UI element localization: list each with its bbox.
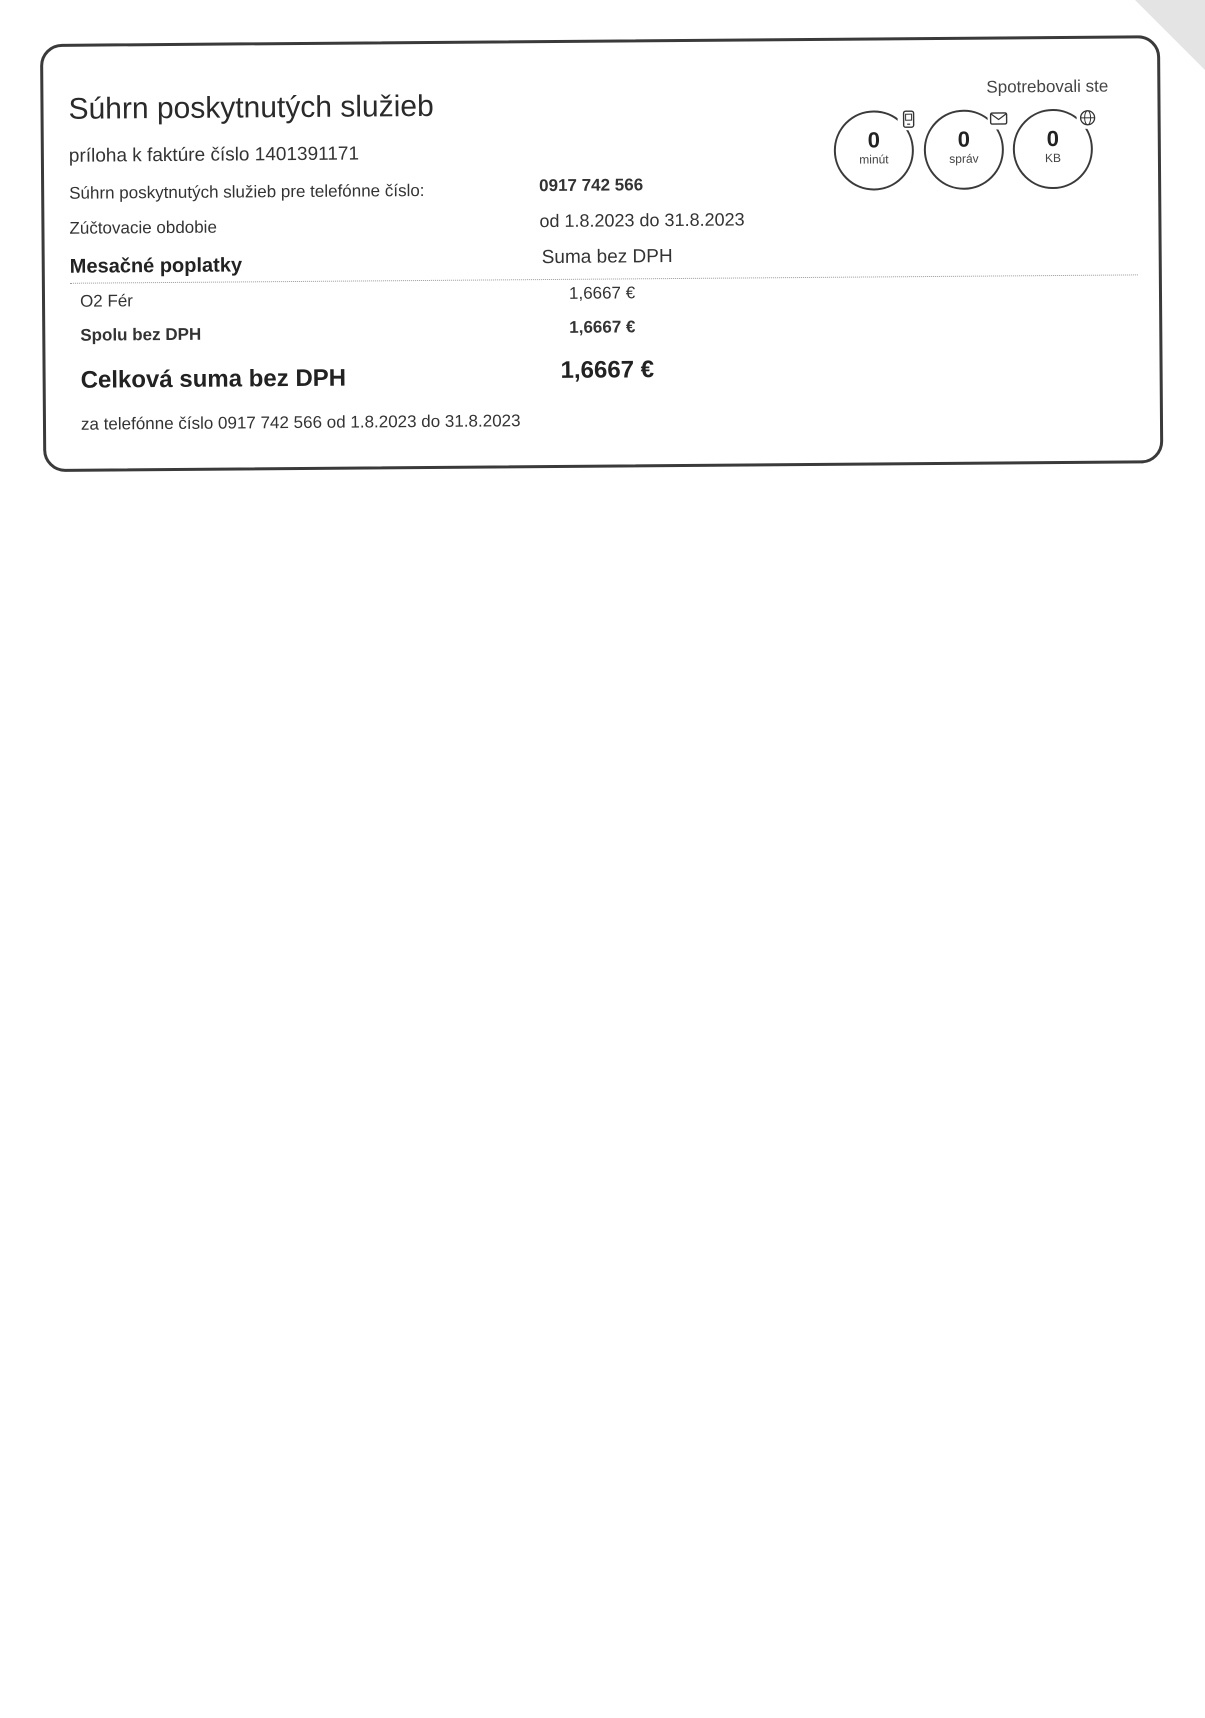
minutes-bubble (834, 110, 915, 191)
subtotal-label: Spolu bez DPH (80, 324, 202, 345)
phone-number: 0917 742 566 (539, 175, 644, 196)
phone-icon (898, 108, 920, 130)
footer-note: za telefónne číslo 0917 742 566 od 1.8.2023 do 31.8.2023 (80, 411, 521, 434)
messages-bubble (924, 109, 1005, 190)
services-summary-card (40, 35, 1163, 472)
globe-icon (1077, 107, 1099, 129)
phone-label: Súhrn poskytnutých služieb pre telefónne číslo: (69, 180, 425, 203)
grand-total-value: 1,6667 € (560, 356, 655, 384)
line-item-value: 1,6667 € (568, 283, 636, 303)
usage-title: Spotrebovali ste (986, 76, 1109, 97)
envelope-icon (988, 107, 1010, 129)
subtotal-value: 1,6667 € (569, 317, 636, 337)
invoice-reference: príloha k faktúre číslo 1401391171 (68, 143, 360, 167)
summary-title: Súhrn poskytnutých služieb (68, 89, 434, 126)
line-item-label: O2 Fér (79, 291, 134, 311)
messages-count: 0 (957, 126, 970, 152)
period-label: Zúčtovacie obdobie (69, 217, 217, 238)
monthly-fees-heading: Mesačné poplatky (69, 254, 243, 278)
messages-unit: správ (949, 151, 979, 166)
data-count: 0 (1046, 126, 1059, 152)
data-bubble (1013, 109, 1094, 190)
grand-total-label: Celková suma bez DPH (80, 364, 347, 394)
minutes-count: 0 (867, 127, 881, 153)
minutes-unit: minút (859, 152, 889, 167)
data-unit: KB (1044, 150, 1061, 166)
amount-column-header: Suma bez DPH (541, 246, 673, 269)
period-value: od 1.8.2023 do 31.8.2023 (539, 209, 745, 232)
